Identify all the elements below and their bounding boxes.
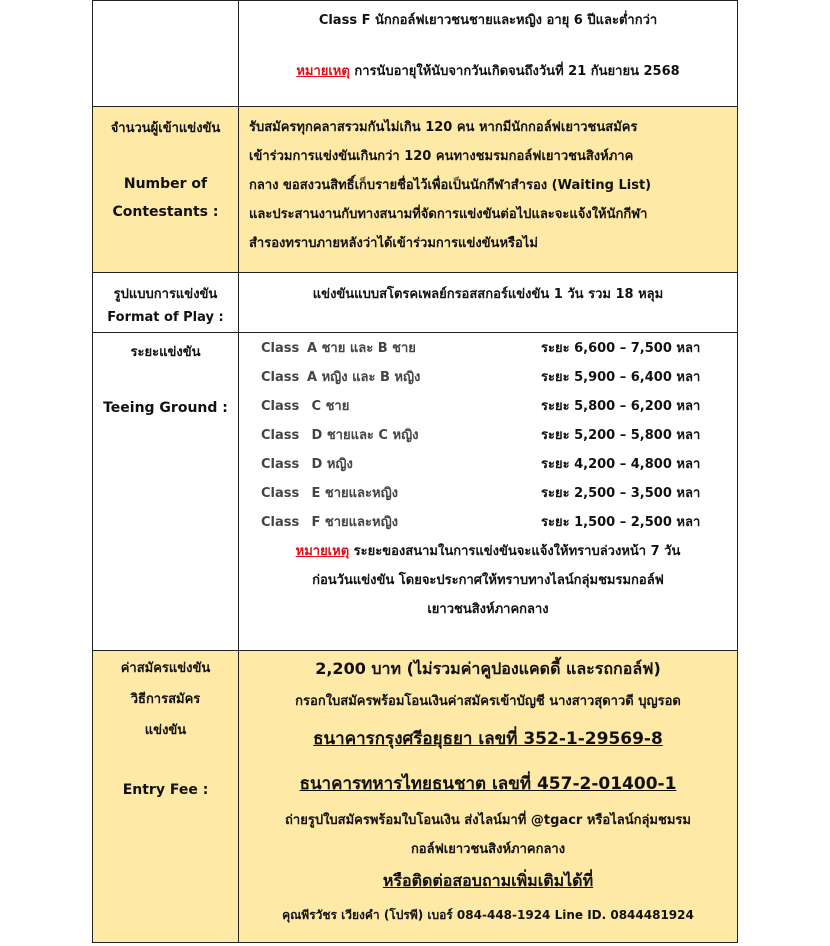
teeing-row-item (239, 420, 737, 449)
class-f-cell (239, 1, 738, 107)
class-name: E ชายและหญิง (307, 486, 398, 501)
info-table (92, 0, 738, 943)
format-label-en: Format of Play : (107, 310, 224, 325)
class-name: A ชาย และ B ชาย (307, 341, 416, 356)
send-line-2: กอล์ฟเยาวชนสิงห์ภาคกลาง (410, 842, 566, 857)
class-range: ระยะ 1,500 – 2,500 หลา (541, 515, 701, 530)
class-range: ระยะ 2,500 – 3,500 หลา (541, 486, 701, 501)
fee-label-en: Entry Fee : (122, 782, 209, 798)
teeing-note-line-3: เยาวชนสิงห์ภาคกลาง (427, 602, 549, 617)
contact-info: คุณพีรวัชร เวียงคำ (โปรพี) เบอร์ 084-448-1924 Line ID. 0844481924 (282, 908, 694, 922)
teeing-label-th: ระยะแข่งขัน (130, 345, 201, 360)
teeing-list (239, 333, 737, 536)
fee-label-th-3: แข่งขัน (144, 723, 187, 738)
class-word: Class (261, 515, 300, 530)
contact-heading: หรือติดต่อสอบถามเพิ่มเติมได้ที่ (382, 871, 594, 890)
contestants-line: สำรองทราบภายหลังว่าได้เข้าร่วมการแข่งขันหรือไม่ (249, 236, 538, 251)
teeing-row (93, 333, 738, 651)
note-label: หมายเหตุ (296, 64, 350, 79)
fee-transfer: กรอกใบสมัครพร้อมโอนเงินค่าสมัครเข้าบัญชี นางสาวสุดาวดี บุญรอด (295, 694, 681, 709)
fee-row (93, 651, 738, 943)
contestants-line: กลาง ขอสงวนสิทธิ์เก็บรายชื่อไว้เพื่อเป็นนักกีฬาสำรอง (Waiting List) (249, 178, 652, 193)
contestants-cell (239, 107, 738, 273)
class-name: F ชายและหญิง (307, 515, 398, 530)
class-name: C ชาย (307, 399, 350, 414)
teeing-note (239, 537, 737, 624)
class-name: D หญิง (307, 457, 353, 472)
format-label-cell (93, 273, 239, 333)
contestants-line: และประสานงานกับทางสนามที่จัดการแข่งขันต่อไปและจะแจ้งให้นักกีฬา (249, 207, 648, 222)
contestants-label-cell (93, 107, 239, 273)
format-text: แข่งขันแบบสโตรคเพลย์กรอสสกอร์แข่งขัน 1 วัน รวม 18 หลุม (312, 287, 664, 302)
send-line-1: ถ่ายรูปใบสมัครพร้อมใบโอนเงิน ส่งไลน์มาที่ @tgacr หรือไลน์กลุ่มชมรม (285, 813, 691, 828)
class-name: A หญิง และ B หญิง (307, 370, 421, 385)
class-word: Class (261, 428, 300, 443)
contestants-label-en-2: Contestants : (112, 204, 219, 220)
age-note (239, 60, 737, 81)
contestants-label-en-1: Number of (123, 176, 208, 192)
class-range: ระยะ 4,200 – 4,800 หลา (541, 457, 701, 472)
note-text: การนับอายุให้นับจากวันเกิดจนถึงวันที่ 21 กันยายน 2568 (354, 64, 680, 79)
fee-cell (239, 651, 738, 943)
format-label-th: รูปแบบการแข่งขัน (113, 287, 218, 302)
teeing-row-item (239, 478, 737, 507)
teeing-row-item (239, 333, 737, 362)
fee-label-th-2: วิธีการสมัคร (130, 692, 201, 707)
class-range: ระยะ 5,800 – 6,200 หลา (541, 399, 701, 414)
format-row (93, 273, 738, 333)
class-word: Class (261, 370, 300, 385)
teeing-row-item (239, 507, 737, 536)
class-f-row (93, 1, 738, 107)
document (92, 0, 738, 946)
teeing-note-line-2: ก่อนวันแข่งขัน โดยจะประกาศให้ทราบทางไลน์กลุ่มชมรมกอล์ฟ (312, 573, 664, 588)
class-word: Class (261, 486, 300, 501)
contestants-label-th: จำนวนผู้เข้าแข่งขัน (110, 121, 221, 136)
class-word: Class (261, 457, 300, 472)
teeing-cell (239, 333, 738, 651)
teeing-note-text: ระยะของสนามในการแข่งขันจะแจ้งให้ทราบล่วงหน้า 7 วัน (353, 544, 681, 559)
class-range: ระยะ 6,600 – 7,500 หลา (541, 341, 701, 356)
fee-amount: 2,200 บาท (ไม่รวมค่าคูปองแคดดี้ และรถกอล์ฟ) (315, 659, 661, 678)
class-word: Class (261, 399, 300, 414)
teeing-row-item (239, 449, 737, 478)
teeing-note-line-1 (239, 537, 737, 566)
teeing-row-item (239, 391, 737, 420)
fee-label-cell (93, 651, 239, 943)
format-cell (239, 273, 738, 333)
contestants-row (93, 107, 738, 273)
teeing-row-item (239, 362, 737, 391)
class-name: D ชายและ C หญิง (307, 428, 419, 443)
contestants-line: เข้าร่วมการแข่งขันเกินกว่า 120 คนทางชมรมกอล์ฟเยาวชนสิงห์ภาค (249, 149, 634, 164)
teeing-note-label: หมายเหตุ (295, 544, 350, 559)
bank-account-2: ธนาคารทหารไทยธนชาต เลขที่ 457-2-01400-1 (299, 774, 677, 794)
contestants-text (239, 107, 737, 258)
contestants-line: รับสมัครทุกคลาสรวมกันไม่เกิน 120 คน หากมีนักกอล์ฟเยาวชนสมัคร (249, 120, 638, 135)
empty-label-cell (93, 1, 239, 107)
class-range: ระยะ 5,200 – 5,800 หลา (541, 428, 701, 443)
class-word: Class (261, 341, 300, 356)
class-range: ระยะ 5,900 – 6,400 หลา (541, 370, 701, 385)
class-f-line: Class F นักกอล์ฟเยาวชนชายและหญิง อายุ 6 ปีและต่ำกว่า (318, 13, 658, 28)
bank-account-1: ธนาคารกรุงศรีอยุธยา เลขที่ 352-1-29569-8 (313, 729, 663, 749)
teeing-label-en: Teeing Ground : (103, 400, 228, 416)
fee-label-th-1: ค่าสมัครแข่งขัน (120, 661, 211, 676)
teeing-label-cell (93, 333, 239, 651)
